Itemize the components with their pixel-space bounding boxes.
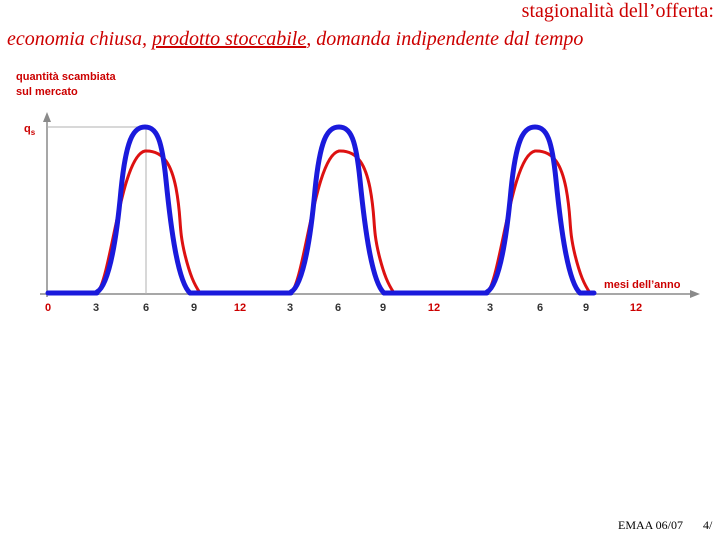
curves xyxy=(48,127,594,293)
x-tick-label: 12 xyxy=(233,302,247,314)
x-tick-label: 12 xyxy=(629,302,643,314)
title-line1: stagionalità dell’offerta: xyxy=(521,0,714,22)
x-tick-label: 9 xyxy=(582,302,590,314)
x-tick-label: 6 xyxy=(334,302,342,314)
x-tick-labels xyxy=(45,302,642,314)
title-part-a: economia chiusa, xyxy=(7,28,152,50)
x-tick-label: 6 xyxy=(536,302,544,314)
x-tick-label: 9 xyxy=(190,302,198,314)
x-axis-arrow xyxy=(690,290,700,298)
footer-page: 4/ xyxy=(703,518,713,532)
y-axis-arrow xyxy=(43,112,51,122)
x-tick-label: 6 xyxy=(142,302,150,314)
exchanged-quantity-curve xyxy=(290,151,394,293)
title-underlined: prodotto stoccabile xyxy=(151,28,307,50)
x-tick-label: 3 xyxy=(286,302,294,314)
x-axis-label: mesi dell’anno xyxy=(604,279,681,291)
exchanged-quantity-curve xyxy=(486,151,590,293)
y-axis-label-line2: sul mercato xyxy=(16,86,78,98)
exchanged-quantity-curve xyxy=(96,151,200,293)
x-tick-label: 9 xyxy=(379,302,387,314)
title-part-c: , domanda indipendente dal tempo xyxy=(306,28,584,50)
y-axis-label-line1: quantità scambiata xyxy=(16,71,116,83)
qs-label xyxy=(24,123,36,137)
x-tick-label: 0 xyxy=(44,302,52,314)
x-tick-label: 3 xyxy=(92,302,100,314)
x-tick-label: 3 xyxy=(486,302,494,314)
x-tick-label: 12 xyxy=(427,302,441,314)
qs-label-sub: s xyxy=(30,128,36,137)
footer-course: EMAA 06/07 xyxy=(618,518,684,532)
qs-label-main: q xyxy=(24,123,31,135)
